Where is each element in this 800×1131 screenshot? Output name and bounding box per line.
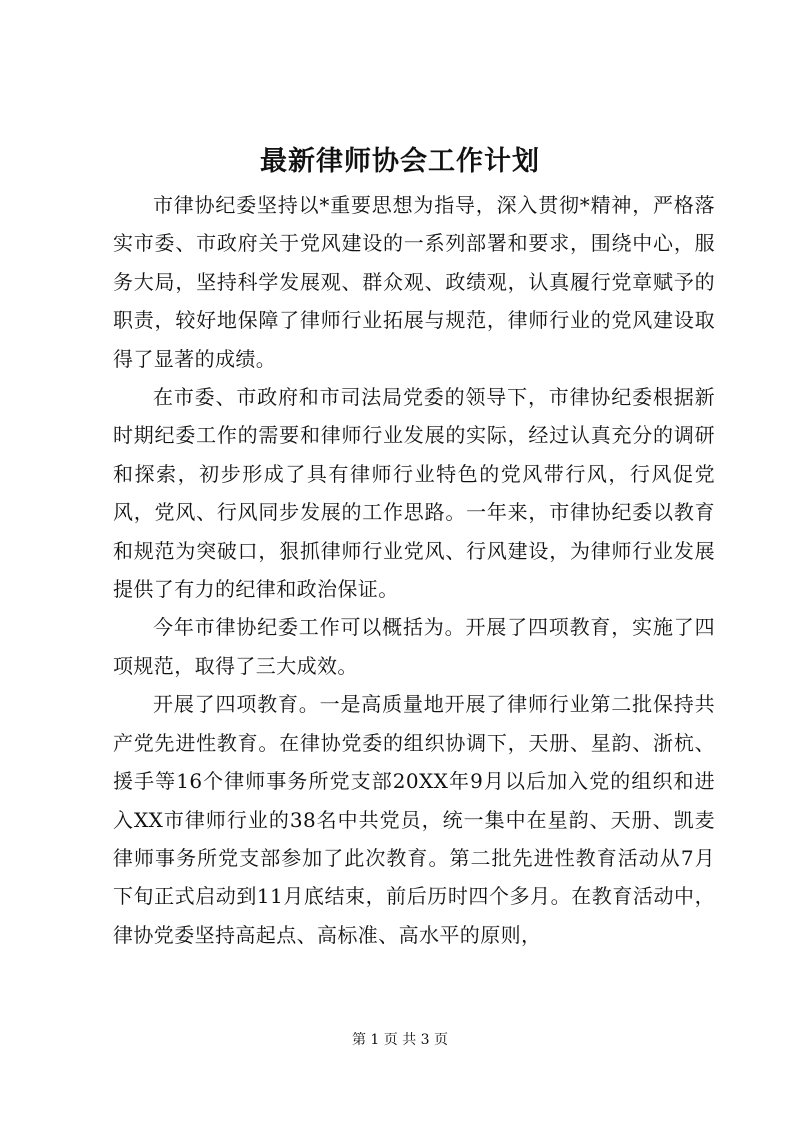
page-footer: 第 1 页 共 3 页	[351, 1032, 449, 1048]
paragraph: 市律协纪委坚持以*重要思想为指导，深入贯彻*精神，严格落实市委、市政府关于党风建设的一系列部署和要求，围绕中心，服务大局，坚持科学发展观、群众观、政绩观，认真履行党章赋予的职责，较好地保障了律师行业拓展与规范，律师行业的党风建设取得了显著的成绩。	[113, 193, 715, 371]
document-body	[113, 186, 715, 954]
paragraph: 今年市律协纪委工作可以概括为。开展了四项教育，实施了四项规范，取得了三大成效。	[113, 615, 715, 678]
paragraph: 开展了四项教育。一是高质量地开展了律师行业第二批保持共产党先进性教育。在律协党委的组织协调下，天册、星韵、浙杭、援手等16个律师事务所党支部20XX年9月以后加入党的组织和进入XX市律师行业的38名中共党员，统一集中在星韵、天册、凯麦律师事务所党支部参加了此次教育。第二批先进性教育活动从7月下旬正式启动到11月底结束，前后历时四个多月。在教育活动中，律协党委坚持高起点、高标准、高水平的原则，	[113, 692, 715, 947]
document-title: 最新律师协会工作计划	[260, 146, 540, 177]
paragraph: 在市委、市政府和市司法局党委的领导下，市律协纪委根据新时期纪委工作的需要和律师行业发展的实际，经过认真充分的调研和探索，初步形成了具有律师行业特色的党风带行风，行风促党风，党风、行风同步发展的工作思路。一年来，市律协纪委以教育和规范为突破口，狠抓律师行业党风、行风建设，为律师行业发展提供了有力的纪律和政治保证。	[113, 385, 715, 602]
